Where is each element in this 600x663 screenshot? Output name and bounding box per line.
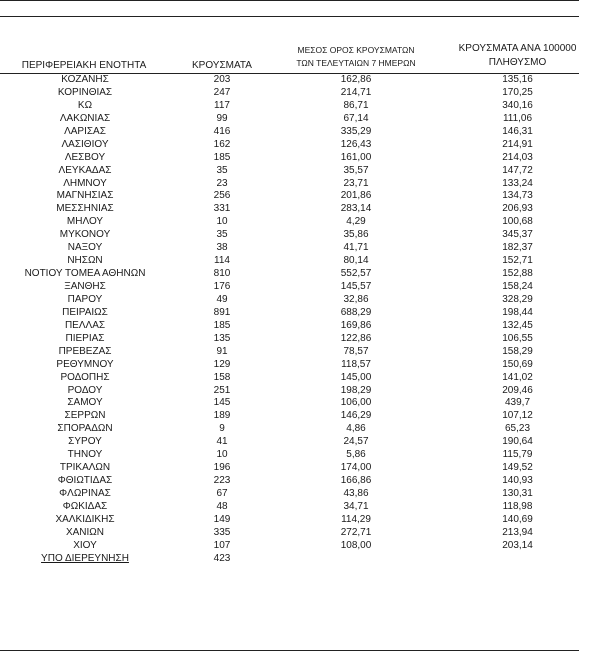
cell-cases: 135 [213,332,231,344]
cell-region: ΛΑΣΙΘΙΟΥ [61,138,109,150]
cell-per-100k: 115,79 [502,449,533,461]
cell-cases: 335 [213,526,231,538]
cell-cases: 149 [213,513,231,525]
table-row [0,255,600,268]
cell-region: ΚΟΖΑΝΗΣ [61,74,109,85]
cell-cases: 117 [214,99,230,111]
table-row [0,294,600,307]
cell-avg-7d: 174,00 [340,462,372,474]
cell-per-100k: 140,93 [502,475,533,487]
cell-cases: 35 [216,229,228,241]
cell-avg-7d: 145,57 [340,281,372,292]
table-row [0,346,600,359]
cell-avg-7d: 161,00 [340,151,372,163]
cell-region: ΥΠΟ ΔΙΕΡΕΥΝΗΣΗ [41,552,129,564]
cell-region: ΧΑΛΚΙΔΙΚΗΣ [55,513,115,525]
cell-cases: 10 [216,216,228,228]
cell-region: ΣΥΡΟΥ [68,436,102,448]
table-row [0,139,600,152]
cell-cases: 23 [216,177,228,189]
cell-cases: 162 [213,138,231,150]
table-row [0,372,600,385]
table-row [0,307,600,320]
cell-region: ΝΑΞΟΥ [67,242,103,254]
cell-per-100k: 140,69 [502,513,533,525]
second-rule [0,16,579,17]
cell-avg-7d: 5,86 [346,449,366,461]
cell-per-100k: 150,69 [502,358,533,370]
table-row [0,423,600,436]
cell-cases: 416 [213,125,231,137]
table-body [0,74,600,566]
cell-cases: 185 [213,319,231,331]
cell-region: ΞΑΝΘΗΣ [64,281,106,292]
cell-avg-7d: 43,86 [343,488,369,499]
table-row [0,268,600,281]
cell-cases: 158 [213,371,231,383]
cell-per-100k: 133,24 [502,177,533,189]
cell-region: ΝΗΣΩΝ [67,255,103,267]
table-row [0,126,600,139]
table-row [0,359,600,372]
cell-cases: 67 [216,488,228,499]
header-cases: ΚΡΟΥΣΜΑΤΑ [192,60,252,71]
cell-avg-7d: 214,71 [340,86,372,98]
cell-region: ΧΙΟΥ [73,539,97,551]
cell-avg-7d: 166,86 [340,475,372,487]
cell-region: ΝΟΤΙΟΥ ΤΟΜΕΑ ΑΘΗΝΩΝ [24,268,146,280]
cell-cases: 423 [213,552,231,564]
cell-per-100k: 147,72 [502,164,533,176]
cell-per-100k: 100,68 [502,216,533,228]
cell-avg-7d: 35,57 [343,164,369,176]
cell-avg-7d: 198,29 [340,384,372,396]
cell-per-100k: 328,29 [502,293,533,305]
table-row [0,410,600,423]
cell-cases: 251 [213,384,231,396]
cell-cases: 203 [213,74,231,85]
cell-region: ΛΑΚΩΝΙΑΣ [59,112,111,124]
cell-per-100k: 152,71 [502,255,533,267]
cell-region: ΡΟΔΟΥ [67,384,103,396]
table-row [0,333,600,346]
cell-cases: 114 [214,255,230,267]
header-avg-line2: ΤΩΝ ΤΕΛΕΥΤΑΙΩΝ 7 ΗΜΕΡΩΝ [296,58,416,68]
cell-per-100k: 170,25 [502,86,533,98]
cell-avg-7d: 552,57 [340,268,372,280]
cell-per-100k: 134,73 [502,190,533,202]
cell-per-100k: 146,31 [502,125,533,137]
table-row [0,436,600,449]
table-row [0,178,600,191]
cell-avg-7d: 41,71 [343,242,369,254]
cell-avg-7d: 106,00 [340,397,372,409]
header-per100k-line1: ΚΡΟΥΣΜΑΤΑ ΑΝΑ 100000 [458,43,577,54]
cell-per-100k: 130,31 [502,488,533,499]
cell-region: ΠΡΕΒΕΖΑΣ [58,345,112,357]
cell-per-100k: 198,44 [502,306,533,318]
cell-region: ΣΕΡΡΩΝ [64,410,106,422]
table-row [0,514,600,527]
cell-region: ΜΗΛΟΥ [66,216,104,228]
cell-avg-7d: 283,14 [340,203,372,215]
cell-region: ΧΑΝΙΩΝ [65,526,105,538]
table-row [0,527,600,540]
cell-per-100k: 106,55 [502,332,533,344]
table-row [0,100,600,113]
cell-avg-7d: 169,86 [340,319,372,331]
table-row [0,152,600,165]
cell-per-100k: 439,7 [504,397,531,409]
cell-cases: 49 [216,293,228,305]
header-region: ΠΕΡΙΦΕΡΕΙΑΚΗ ΕΝΟΤΗΤΑ [21,60,147,71]
cell-cases: 99 [216,112,228,124]
cell-per-100k: 158,24 [502,281,533,292]
cell-avg-7d: 34,71 [343,500,369,512]
cell-region: ΣΑΜΟΥ [67,397,103,409]
table-row [0,462,600,475]
table-row [0,113,600,126]
cell-region: ΜΥΚΟΝΟΥ [59,229,111,241]
cell-region: ΚΩ [77,99,93,111]
cell-avg-7d: 78,57 [343,345,369,357]
bottom-rule [0,650,579,651]
cell-avg-7d: 80,14 [343,255,369,267]
cell-region: ΜΑΓΝΗΣΙΑΣ [56,190,114,202]
table-row [0,87,600,100]
cell-cases: 810 [213,268,231,280]
cell-avg-7d: 35,86 [343,229,369,241]
cell-per-100k: 65,23 [504,423,531,435]
cell-cases: 223 [213,475,231,487]
cell-region: ΛΑΡΙΣΑΣ [64,125,106,137]
cell-avg-7d: 32,86 [343,293,369,305]
cell-avg-7d: 122,86 [340,332,372,344]
cell-avg-7d: 4,86 [346,423,366,435]
cell-region: ΛΕΣΒΟΥ [64,151,106,163]
cell-cases: 247 [213,86,231,98]
cell-avg-7d: 272,71 [340,526,372,538]
cell-cases: 129 [213,358,231,370]
cell-region: ΜΕΣΣΗΝΙΑΣ [56,203,114,215]
cell-avg-7d: 146,29 [340,410,372,422]
cell-cases: 891 [213,306,231,318]
header-per100k-line2: ΠΛΗΘΥΣΜΟ [488,57,547,68]
cell-region: ΤΗΝΟΥ [67,449,103,461]
table-row [0,216,600,229]
table-row [0,385,600,398]
cell-region: ΡΕΘΥΜΝΟΥ [56,358,114,370]
cell-cases: 185 [213,151,231,163]
cell-region: ΦΩΚΙΔΑΣ [62,500,108,512]
cell-cases: 35 [216,164,228,176]
cell-per-100k: 132,45 [502,319,533,331]
cell-avg-7d: 4,29 [346,216,366,228]
cell-region: ΦΛΩΡΙΝΑΣ [59,488,111,499]
cell-per-100k: 152,88 [502,268,533,280]
table-row [0,397,600,410]
table-row [0,488,600,501]
cell-per-100k: 345,37 [502,229,533,241]
cell-region: ΣΠΟΡΑΔΩΝ [57,423,113,435]
cell-cases: 189 [213,410,231,422]
cell-avg-7d: 114,29 [341,513,371,525]
cell-per-100k: 213,94 [502,526,533,538]
cell-cases: 9 [219,423,225,435]
cell-per-100k: 141,02 [502,371,533,383]
cell-per-100k: 214,03 [502,151,533,163]
cell-avg-7d: 162,86 [340,74,372,85]
cell-per-100k: 135,16 [502,74,533,85]
table-header [0,40,600,74]
cell-cases: 38 [216,242,228,254]
cell-per-100k: 111,06 [502,112,533,124]
cell-cases: 41 [216,436,228,448]
cell-avg-7d: 67,14 [343,112,369,124]
table-row [0,242,600,255]
cell-region: ΠΕΛΛΑΣ [64,319,106,331]
cell-avg-7d: 201,86 [340,190,372,202]
cell-avg-7d: 688,29 [340,306,372,318]
table-row [0,165,600,178]
table-row [0,475,600,488]
cell-avg-7d: 23,71 [343,177,369,189]
table-row [0,501,600,514]
cell-region: ΠΙΕΡΙΑΣ [65,332,105,344]
table-row [0,74,600,87]
cell-region: ΚΟΡΙΝΘΙΑΣ [57,86,113,98]
cell-region: ΡΟΔΟΠΗΣ [60,371,110,383]
cell-per-100k: 149,52 [502,462,533,474]
cell-per-100k: 158,29 [502,345,533,357]
cell-region: ΠΑΡΟΥ [67,293,103,305]
cell-cases: 48 [216,500,228,512]
table-row [0,190,600,203]
cell-cases: 91 [216,345,228,357]
cell-avg-7d: 118,57 [341,358,371,370]
cell-region: ΦΘΙΩΤΙΔΑΣ [57,475,113,487]
cell-per-100k: 107,12 [502,410,533,422]
cell-region: ΛΕΥΚΑΔΑΣ [58,164,112,176]
cell-cases: 145 [213,397,231,409]
cell-avg-7d: 86,71 [343,99,369,111]
header-avg-line1: ΜΕΣΟΣ ΟΡΟΣ ΚΡΟΥΣΜΑΤΩΝ [297,45,415,55]
cell-per-100k: 203,14 [502,539,533,551]
table-row [0,203,600,216]
cell-cases: 10 [216,449,228,461]
cell-cases: 196 [213,462,231,474]
cell-cases: 331 [213,203,231,215]
cell-per-100k: 214,91 [502,138,533,150]
cell-per-100k: 340,16 [502,99,533,111]
table-row [0,449,600,462]
cell-per-100k: 206,93 [502,203,533,215]
table-row [0,540,600,553]
cell-avg-7d: 335,29 [340,125,372,137]
cell-region: ΤΡΙΚΑΛΩΝ [59,462,111,474]
cell-avg-7d: 145,00 [340,371,372,383]
cell-cases: 176 [213,281,231,292]
cell-avg-7d: 126,43 [340,138,372,150]
cell-region: ΠΕΙΡΑΙΩΣ [62,306,108,318]
cell-avg-7d: 24,57 [343,436,369,448]
cell-per-100k: 182,37 [502,242,533,254]
top-rule [0,0,579,1]
cell-per-100k: 190,64 [502,436,533,448]
cell-per-100k: 118,98 [502,500,533,512]
table-row [0,320,600,333]
cell-cases: 256 [213,190,231,202]
cell-region: ΛΗΜΝΟΥ [63,177,107,189]
table-row [0,553,600,566]
table-row [0,281,600,294]
cell-avg-7d: 108,00 [340,539,372,551]
cell-cases: 107 [213,539,231,551]
table-row [0,229,600,242]
cell-per-100k: 209,46 [502,384,533,396]
